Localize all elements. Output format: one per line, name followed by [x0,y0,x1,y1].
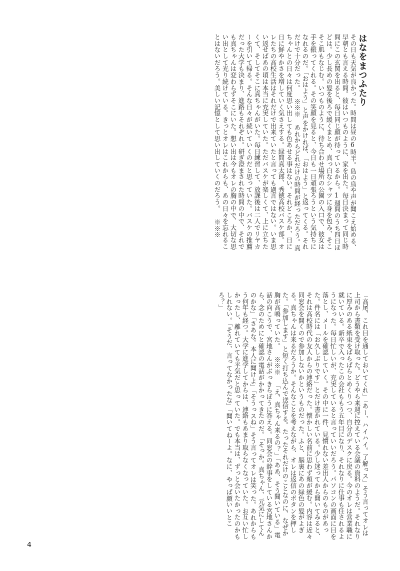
body-text-lower: 「高尾、これ目を通しておいてくれ」「あー、ハイハイ。了解っス」そう言ってオレは上司から書類を受け取った。どうやら来週に控えている会議の資料のようだ。それなりに厚みのある紙束をぱらぱらとめくりつつ、自分のデスクに戻る。今のオレは営業職に就いている。新卒で入ったこの会社ももう五年目になり、それなりに仕事も任されるようになった。毎日忙しいが、充実していると言っていいだろう。パソコンの画面に目を落とし、メールを確認していく。その中に一件、見慣れない差出人からのものがあった。件名には「お久しぶりです」とだけ書かれている。少し迷ってから開いてみると、それは高校時代の友人からの連絡だった。懐かしい名前に思わず頬が緩む。内容は近々同窓会を開くので参加しないかというものだった。ふと、脳裏にあの緑色の髪がよぎる。真ちゃんは来るだろうか。そんなことを考えながら、オレは返信のボタンを押した。「参加します」と短く打ち込んで送信する。たったそれだけのことなのに、なぜか胸が高鳴っていた。 ※※※ 「え、真ちゃん来るの？」「ああ、そう聞いている」電話の向こうで、宮地さんがぶっきらぼうに答える。同窓会の幹事をしている宮地さんから、念のためにと確認の電話がかかってきたのだ。「そっか。真ちゃん、元気にしてんのかな」「さあな。本人に聞けよ」「そうっスね」そう言ってオレは笑った。あれからもう何年も経つ。大学に進学してからは、連絡もあまり取らなくなっていた。お互い忙しかったし、離れていても平気だと思っていた。でも本当は、ずっと会いたかったのかもしれない。「そうだ、言ってなかったな」「聞いてねーよ。なに、やっぱ顔いいところ？」 [217,292,368,540]
story-title: はなをまつふたり [357,34,367,107]
body-text-upper: その日も天気が良かった。時間は昼の6時半。島の鳥や声が聞こえ始める、早朝とも言える時間。彼はいつものように、家を出た。毎日決まって同じ時間にこの玄関を出ると、毎日同じ顔が待っているから。1週間のうち四日ほどは。少し長めの髪を後ろで緩くまとめ、真っ白なシャツに身を包み、そこそこ肌もなじむ。いつものように、待ち合わせ場所の公園の入口で、彼女は手を振ってくれる。その笑顔を見ると、今日も一日頑張ろうという気持ちになれるのだ。「おはよう」と声をかければ、「おはよう」と返ってくる。それだけで十分だった。 ※※※ あれからどれだけの時間が経っただろう。真ちゃんとの日々は何度思い出しても色あせる事はない。それどころか、日に日に鮮やかさを増していく気さえする。緑間真太郎、秀徳高校バスケ部。オレたちの高校生活はそれだけで出来ていたと言っても過言ではない。いま思い返せばあの頃は本当に充実していた。ただバスケが楽しくて、上に立ちたくて、そしてそこに真ちゃんがいた。毎日練習して、放課後は二人でリヤカーを引いて帰る。そんな日々が続いていくのだと思っていた。バスケの推薦だった大学も決まり、進路もそれぞれ。研ぎ澄まされた時間の中で、それでも真ちゃんは変わらずそこにいた。想い出は今もオレの胸の中で、大切な思い出として光り続けている。きっとオレはこれからも、あの日々を忘れることはないだろう。美しい記憶として思い出していくのだろう。 ※※※ [213,34,356,252]
page-number: 4 [27,541,32,549]
